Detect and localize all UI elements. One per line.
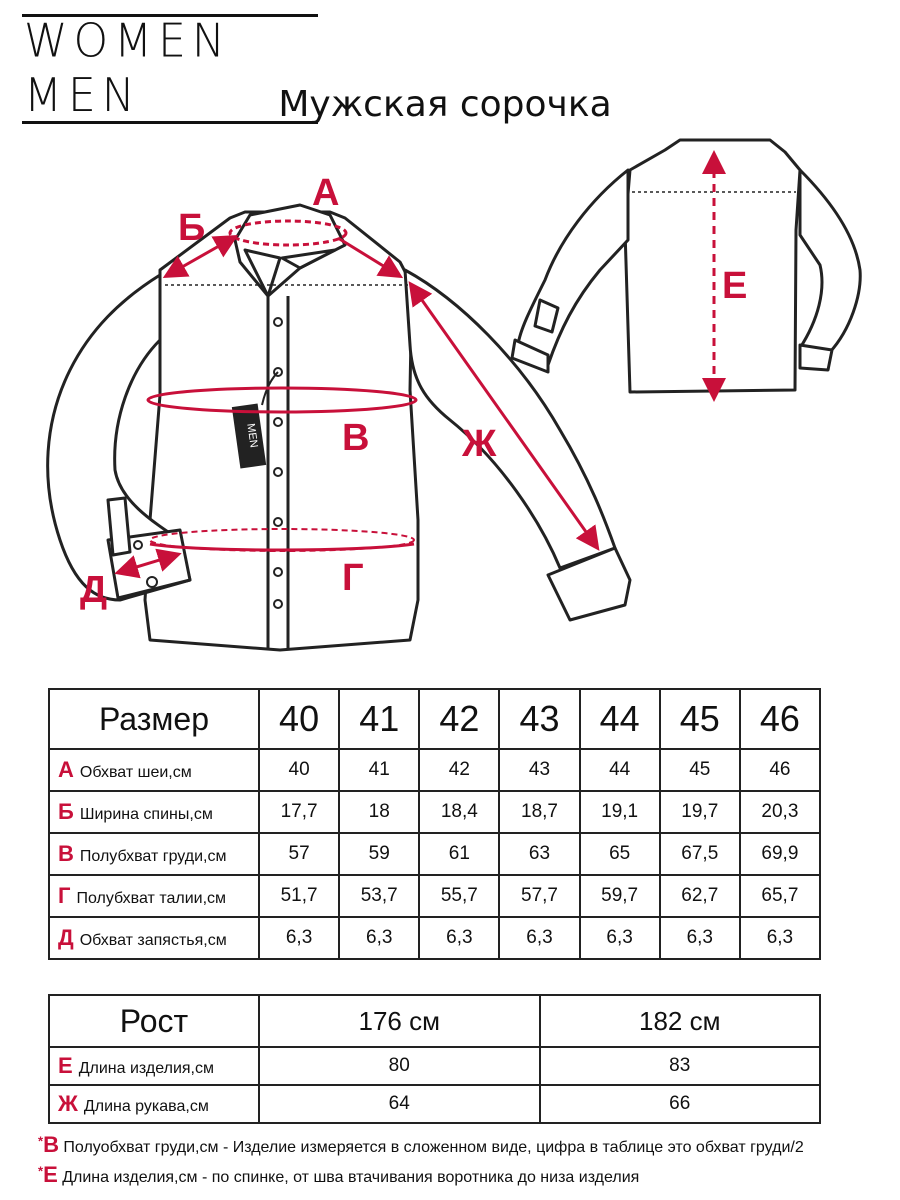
- label-b: Б: [178, 207, 206, 249]
- footnote-length: [38, 1162, 639, 1188]
- footnote-text: Длина изделия,см - по спинке, от шва втачивания воротника до низа изделия: [57, 1169, 640, 1186]
- row-label-text: Обхват шеи,см: [79, 764, 192, 781]
- height-table: [48, 994, 821, 1124]
- table-row: [49, 749, 820, 791]
- row-label: [49, 1085, 259, 1123]
- size-header-cell: 43: [499, 689, 579, 749]
- table-cell: 6,3: [419, 917, 499, 959]
- brand-name: WOMEN MEN: [24, 14, 231, 123]
- table-cell: 63: [499, 833, 579, 875]
- table-cell: 46: [740, 749, 820, 791]
- label-e: Е: [722, 265, 748, 307]
- footnote-key: В: [43, 1132, 59, 1157]
- row-label-text: Длина изделия,см: [78, 1060, 214, 1077]
- size-header-cell: 45: [660, 689, 740, 749]
- size-header-cell: 40: [259, 689, 339, 749]
- table-cell: 44: [580, 749, 660, 791]
- row-label: [49, 833, 259, 875]
- row-label: [49, 791, 259, 833]
- table-cell: 80: [259, 1047, 540, 1085]
- table-cell: 67,5: [660, 833, 740, 875]
- table-cell: 69,9: [740, 833, 820, 875]
- table-cell: 6,3: [259, 917, 339, 959]
- size-header-cell: 46: [740, 689, 820, 749]
- table-cell: 43: [499, 749, 579, 791]
- row-label-text: Длина рукава,см: [83, 1098, 209, 1115]
- size-table: [48, 688, 821, 960]
- row-key: А: [58, 757, 74, 782]
- size-header-cell: 42: [419, 689, 499, 749]
- label-zh: Ж: [462, 423, 497, 465]
- footnote-star: *: [38, 1163, 44, 1179]
- table-cell: 64: [259, 1085, 540, 1123]
- row-label: [49, 875, 259, 917]
- size-header-label: Размер: [49, 689, 259, 749]
- table-cell: 42: [419, 749, 499, 791]
- row-key: Г: [58, 883, 71, 908]
- row-label-text: Полубхват груди,см: [79, 848, 227, 865]
- table-cell: 19,1: [580, 791, 660, 833]
- footnote-key: Е: [43, 1162, 58, 1187]
- table-row: [49, 875, 820, 917]
- front-shirt-drawing: [48, 205, 630, 650]
- table-row: [49, 917, 820, 959]
- tag-text: MEN: [244, 422, 260, 449]
- size-header-cell: 41: [339, 689, 419, 749]
- height-header-cell: 176 см: [259, 995, 540, 1047]
- table-cell: 6,3: [580, 917, 660, 959]
- table-cell: 62,7: [660, 875, 740, 917]
- table-cell: 6,3: [740, 917, 820, 959]
- row-label: [49, 1047, 259, 1085]
- height-header-label: Рост: [49, 995, 259, 1047]
- table-row: [49, 1047, 820, 1085]
- table-cell: 40: [259, 749, 339, 791]
- label-g: Г: [342, 557, 364, 599]
- table-cell: 18: [339, 791, 419, 833]
- height-header-row: [49, 995, 820, 1047]
- table-cell: 59,7: [580, 875, 660, 917]
- table-cell: 45: [660, 749, 740, 791]
- back-shirt-drawing: [512, 140, 860, 392]
- table-cell: 61: [419, 833, 499, 875]
- table-cell: 20,3: [740, 791, 820, 833]
- table-cell: 55,7: [419, 875, 499, 917]
- table-cell: 6,3: [660, 917, 740, 959]
- row-label-text: Ширина спины,см: [79, 806, 213, 823]
- page-title: Мужская сорочка: [278, 84, 612, 125]
- table-row: [49, 791, 820, 833]
- row-key: Д: [58, 925, 74, 950]
- table-cell: 18,7: [499, 791, 579, 833]
- table-cell: 57: [259, 833, 339, 875]
- table-cell: 57,7: [499, 875, 579, 917]
- table-cell: 59: [339, 833, 419, 875]
- footnote-star: *: [38, 1133, 44, 1149]
- table-cell: 6,3: [499, 917, 579, 959]
- row-key: В: [58, 841, 74, 866]
- size-header-row: [49, 689, 820, 749]
- table-cell: 19,7: [660, 791, 740, 833]
- size-header-cell: 44: [580, 689, 660, 749]
- table-cell: 83: [540, 1047, 821, 1085]
- row-label: [49, 749, 259, 791]
- table-cell: 17,7: [259, 791, 339, 833]
- label-d: Д: [80, 569, 108, 611]
- table-cell: 53,7: [339, 875, 419, 917]
- footnote-chest: [38, 1132, 804, 1158]
- row-label: [49, 917, 259, 959]
- row-label-text: Обхват запястья,см: [79, 932, 227, 949]
- table-cell: 18,4: [419, 791, 499, 833]
- table-row: [49, 1085, 820, 1123]
- row-key: Ж: [58, 1091, 78, 1116]
- label-v: В: [342, 417, 370, 459]
- row-label-text: Полубхват талии,см: [76, 890, 227, 907]
- row-key: Е: [58, 1053, 73, 1078]
- table-cell: 51,7: [259, 875, 339, 917]
- table-cell: 66: [540, 1085, 821, 1123]
- table-cell: 41: [339, 749, 419, 791]
- height-header-cell: 182 см: [540, 995, 821, 1047]
- row-key: Б: [58, 799, 74, 824]
- table-cell: 65,7: [740, 875, 820, 917]
- table-cell: 65: [580, 833, 660, 875]
- label-a: А: [312, 172, 340, 214]
- table-row: [49, 833, 820, 875]
- footnote-text: Полуобхват груди,см - Изделие измеряется в сложенном виде, цифра в таблице это обхват груди/2: [58, 1139, 804, 1156]
- table-cell: 6,3: [339, 917, 419, 959]
